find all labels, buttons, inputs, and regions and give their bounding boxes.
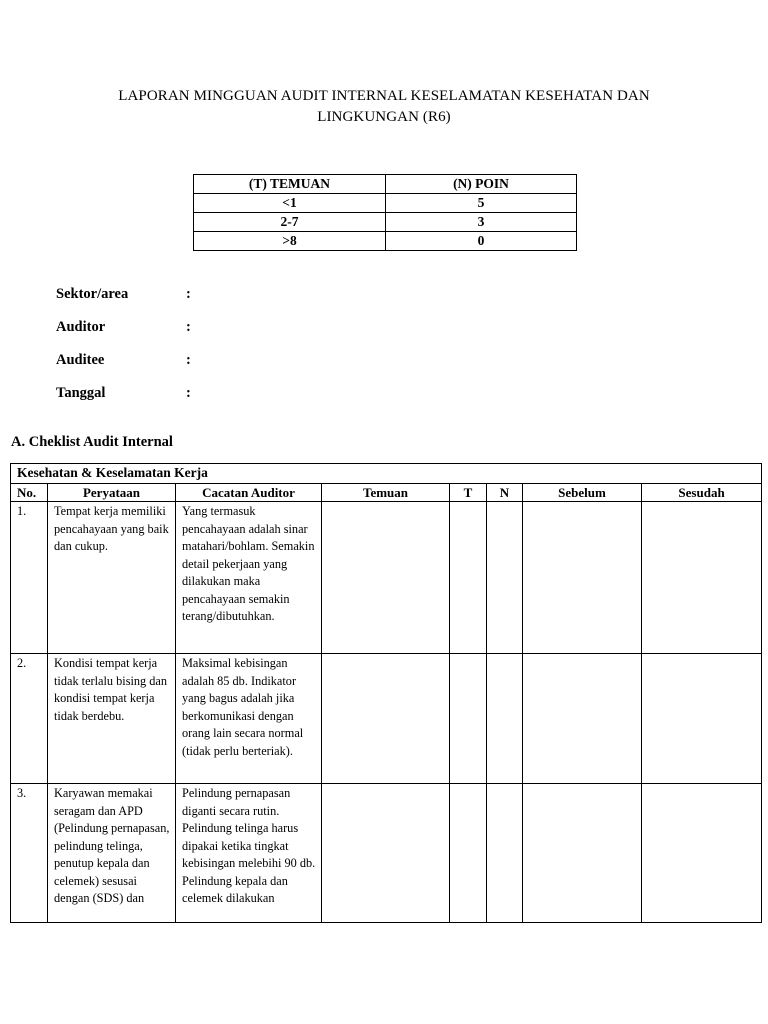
score-range: >8	[194, 232, 386, 251]
row-t-cell[interactable]	[450, 502, 487, 654]
row-n-cell[interactable]	[487, 784, 523, 923]
checklist-category: Kesehatan & Keselamatan Kerja	[11, 464, 762, 484]
row-sesudah-cell[interactable]	[642, 784, 762, 923]
row-n-cell[interactable]	[487, 654, 523, 784]
header-cacatan-auditor: Cacatan Auditor	[176, 484, 322, 502]
score-points: 5	[386, 194, 577, 213]
row-sebelum-cell[interactable]	[523, 502, 642, 654]
field-colon: :	[186, 385, 191, 401]
field-tanggal	[56, 385, 256, 418]
field-sektor-area	[56, 286, 256, 319]
field-auditor	[56, 319, 256, 352]
row-number: 2.	[11, 654, 48, 784]
row-statement: Tempat kerja memiliki pencahayaan yang baik dan cukup.	[48, 502, 176, 654]
field-colon: :	[186, 352, 191, 368]
row-statement: Karyawan memakai seragam dan APD (Pelindung pernapasan, pelindung telinga, penutup kepala dan celemek) sesusai dengan (SDS) dan	[48, 784, 176, 923]
info-fields	[56, 286, 256, 418]
score-range: <1	[194, 194, 386, 213]
document-title-line-2: LINGKUNGAN (R6)	[317, 109, 451, 125]
field-auditee	[56, 352, 256, 385]
row-number: 3.	[11, 784, 48, 923]
score-table	[193, 174, 577, 251]
row-sebelum-cell[interactable]	[523, 654, 642, 784]
row-sesudah-cell[interactable]	[642, 502, 762, 654]
row-t-cell[interactable]	[450, 654, 487, 784]
header-t: T	[450, 484, 487, 502]
row-temuan-cell[interactable]	[322, 502, 450, 654]
header-temuan: Temuan	[322, 484, 450, 502]
header-n: N	[487, 484, 523, 502]
score-table-row	[194, 232, 577, 251]
score-table-header	[194, 175, 577, 194]
document-title	[40, 86, 728, 128]
score-points: 3	[386, 213, 577, 232]
score-header-poin: (N) POIN	[386, 175, 577, 194]
row-sesudah-cell[interactable]	[642, 654, 762, 784]
row-n-cell[interactable]	[487, 502, 523, 654]
score-table-row	[194, 194, 577, 213]
field-label: Auditee	[56, 352, 105, 368]
row-t-cell[interactable]	[450, 784, 487, 923]
field-label: Tanggal	[56, 385, 106, 401]
score-range: 2-7	[194, 213, 386, 232]
field-colon: :	[186, 319, 191, 335]
header-peryataan: Peryataan	[48, 484, 176, 502]
score-header-temuan: (T) TEMUAN	[194, 175, 386, 194]
table-row	[11, 784, 762, 923]
checklist-header-row	[11, 484, 762, 502]
header-no: No.	[11, 484, 48, 502]
row-temuan-cell[interactable]	[322, 784, 450, 923]
row-auditor-note: Yang termasuk pencahayaan adalah sinar matahari/bohlam. Semakin detail pekerjaan yang dilakukan maka pencahayaan semakin terang/dibutuhkan.	[176, 502, 322, 654]
field-colon: :	[186, 286, 191, 302]
checklist-category-row	[11, 464, 762, 484]
row-temuan-cell[interactable]	[322, 654, 450, 784]
row-statement: Kondisi tempat kerja tidak terlalu bising dan kondisi tempat kerja tidak berdebu.	[48, 654, 176, 784]
row-number: 1.	[11, 502, 48, 654]
checklist-table	[10, 463, 762, 923]
score-points: 0	[386, 232, 577, 251]
row-sebelum-cell[interactable]	[523, 784, 642, 923]
document-title-line-1: LAPORAN MINGGUAN AUDIT INTERNAL KESELAMATAN KESEHATAN DAN	[118, 88, 650, 104]
header-sebelum: Sebelum	[523, 484, 642, 502]
header-sesudah: Sesudah	[642, 484, 762, 502]
score-table-row	[194, 213, 577, 232]
field-label: Auditor	[56, 319, 106, 335]
table-row	[11, 502, 762, 654]
row-auditor-note: Maksimal kebisingan adalah 85 db. Indikator yang bagus adalah jika berkomunikasi dengan orang lain secara normal (tidak perlu berteriak).	[176, 654, 322, 784]
table-row	[11, 654, 762, 784]
row-auditor-note: Pelindung pernapasan diganti secara rutin. Pelindung telinga harus dipakai ketika tingkat kebisingan melebihi 90 db. Pelindung kepala dan celemek dilakukan	[176, 784, 322, 923]
section-heading: A. Cheklist Audit Internal	[11, 434, 173, 450]
field-label: Sektor/area	[56, 286, 129, 302]
